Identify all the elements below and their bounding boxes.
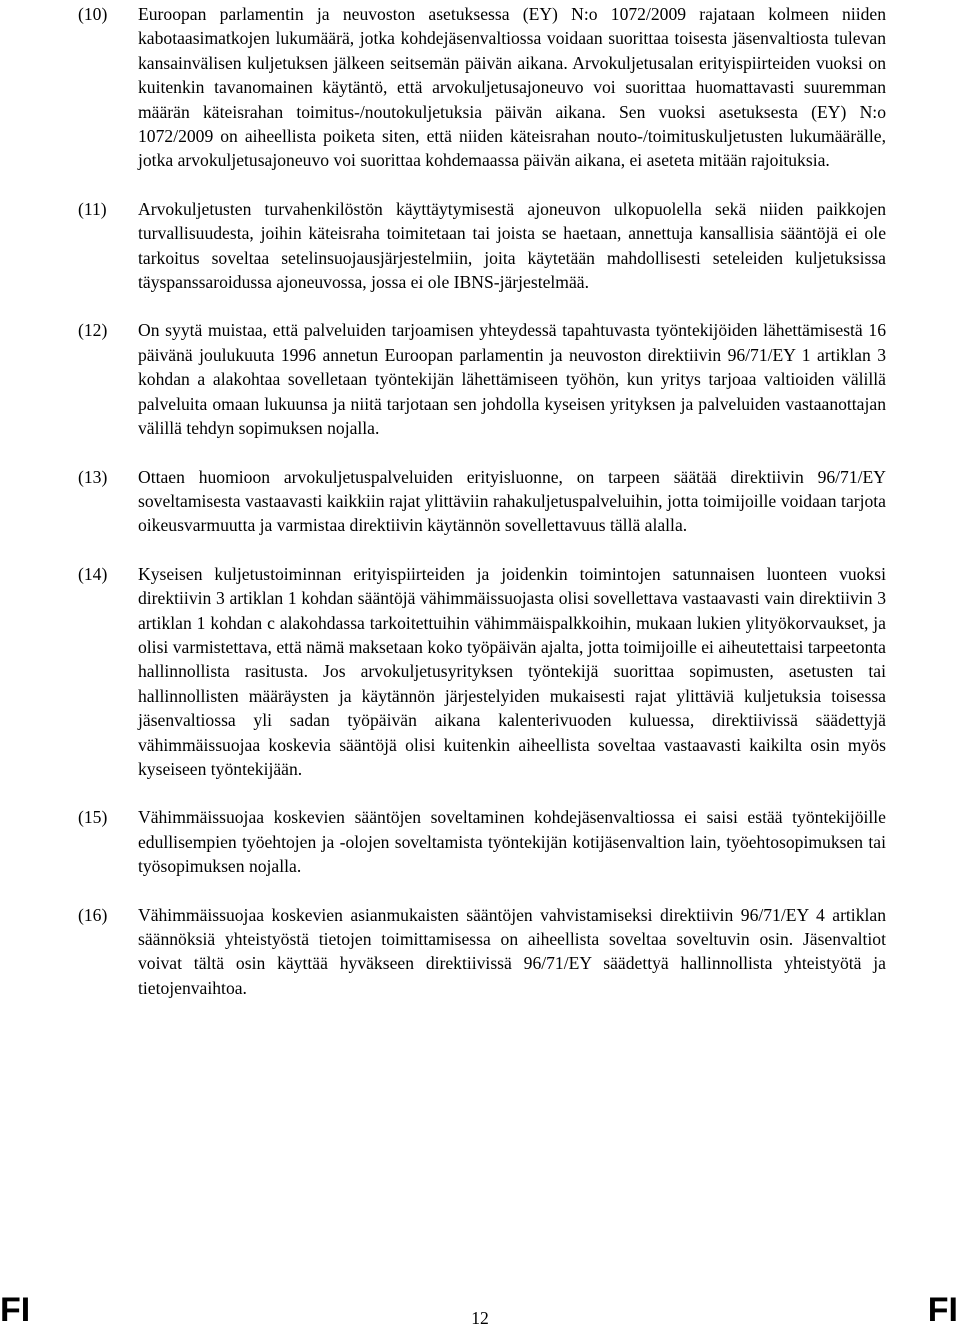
footer-language-code-left: FI (0, 1291, 31, 1329)
recital-text: On syytä muistaa, että palveluiden tarjoamisen yhteydessä tapahtuvasta työntekijöiden lähettämisestä 16 päivänä joulukuuta 1996 annetun Euroopan parlamentin ja neuvoston direktiivin 96/71/EY 1 artiklan 3 kohdan a alakohtaa sovelletaan työntekijän lähettämiseen työhön, kun yritys tarjoaa valtioiden välillä palveluita omaan lukuunsa ja niitä tarjotaan sen johdolla kyseisen yrityksen ja palveluiden vastaanottajan välillä tehdyn sopimuksen nojalla. (138, 320, 886, 439)
recital-11 (78, 197, 886, 295)
recital-number: (15) (78, 807, 108, 828)
document-body (78, 0, 886, 1024)
recital-14 (78, 562, 886, 782)
recital-number: (11) (78, 198, 107, 219)
page-number: 12 (471, 1308, 489, 1328)
recital-15 (78, 805, 886, 878)
recital-13 (78, 465, 886, 538)
recital-text: Euroopan parlamentin ja neuvoston asetuksessa (EY) N:o 1072/2009 rajataan kolmeen niiden kabotaasimatkojen lukumäärä, jotka kohdejäsenvaltiossa voidaan suorittaa toisesta jäsenvaltiosta tulevan kansainvälisen kuljetuksen jälkeen seitsemän päivän aikana. Arvokuljetusalan erityispiirteiden vuoksi on kuitenkin tavanomainen käytäntö, että arvokuljetusajoneuvo voi suorittaa huomattavasti suuremman määrän käteisrahan toimitus-/noutokuljetuksia päivän aikana. Sen vuoksi asetuksesta (EY) N:o 1072/2009 on aiheellista poiketa siten, että niiden käteisrahan nouto-/toimituskuljetusten lukumäärälle, jotka arvokuljetusajoneuvo voi suorittaa kohdemaassa päivän aikana, ei aseteta mitään rajoituksia. (138, 4, 886, 171)
recital-text: Vähimmäissuojaa koskevien sääntöjen soveltaminen kohdejäsenvaltiossa ei saisi estää työntekijöille edullisempien työehtojen ja -olojen soveltamista työntekijän kotijäsenvaltion lain, työehtosopimuksen tai työsopimuksen nojalla. (138, 807, 886, 877)
recital-number: (13) (78, 466, 108, 487)
recital-10 (78, 2, 886, 173)
recital-text: Kyseisen kuljetustoiminnan erityispiirteiden ja joidenkin toimintojen satunnaisen luonteen vuoksi direktiivin 3 artiklan 1 kohdan sääntöjä vähimmäissuojasta olisi sovellettava vastaavasti vain direktiivin 3 artiklan 1 kohdan c alakohdassa tarkoitettuihin vähimmäispalkkoihin, mukaan lukien ylityökorvaukset, ja olisi varmistettava, että nämä maksetaan koko työpäivän ajalta, jotta toimijoille ei aiheutettaisi tarpeetonta hallinnollista rasitusta. Jos arvokuljetusyrityksen työntekijä suorittaa sopimusten, asetusten tai hallinnollisten määräysten ja käytännön järjestelyiden mukaisesti rajat ylittäviä kuljetuksia toisessa jäsenvaltiossa yli sadan työpäivän aikana kalenterivuoden kuluessa, direktiivissä säädettyjä vähimmäissuojaa koskevia sääntöjä olisi kuitenkin aiheellista soveltaa vastaavasti kaikilta osin myös kyseiseen työntekijään. (138, 563, 886, 779)
recital-number: (14) (78, 563, 108, 584)
footer-language-code-right: FI (927, 1291, 958, 1329)
recital-12 (78, 318, 886, 440)
recital-text: Ottaen huomioon arvokuljetuspalveluiden erityisluonne, on tarpeen säätää direktiivin 96/71/EY soveltamisesta vastaavasti kaikkiin rajat ylittäviin rahakuljetuspalveluihin, jotta toimijoille voidaan tarjota oikeusvarmuutta ja varmistaa direktiivin käytännön sovellettavuus tällä alalla. (138, 466, 886, 536)
recital-number: (10) (78, 4, 108, 24)
recital-16 (78, 903, 886, 1001)
recital-text: Arvokuljetusten turvahenkilöstön käyttäytymisestä ajoneuvon ulkopuolella sekä niiden paikkojen turvallisuudesta, joihin käteisraha toimitetaan tai joista se haetaan, annettuja kansallisia sääntöjä ei ole tarkoitus soveltaa setelinsuojausjärjestelmiin, joita käytetään mahdollisesti seteleiden kuljetuksissa täyspanssaroidussa ajoneuvossa, jossa ei ole IBNS-järjestelmää. (138, 198, 886, 293)
recital-number: (12) (78, 320, 108, 341)
recital-text: Vähimmäissuojaa koskevien asianmukaisten sääntöjen vahvistamiseksi direktiivin 96/71/EY 4 artiklan säännöksiä yhteistyöstä tietojen toimittamisessa on aiheellista soveltaa soveltuvin osin. Jäsenvaltiot voivat tältä osin käyttää hyväkseen direktiivissä 96/71/EY säädettyä hallinnollista yhteistyötä ja tietojenvaihtoa. (138, 904, 886, 998)
recital-number: (16) (78, 904, 108, 925)
